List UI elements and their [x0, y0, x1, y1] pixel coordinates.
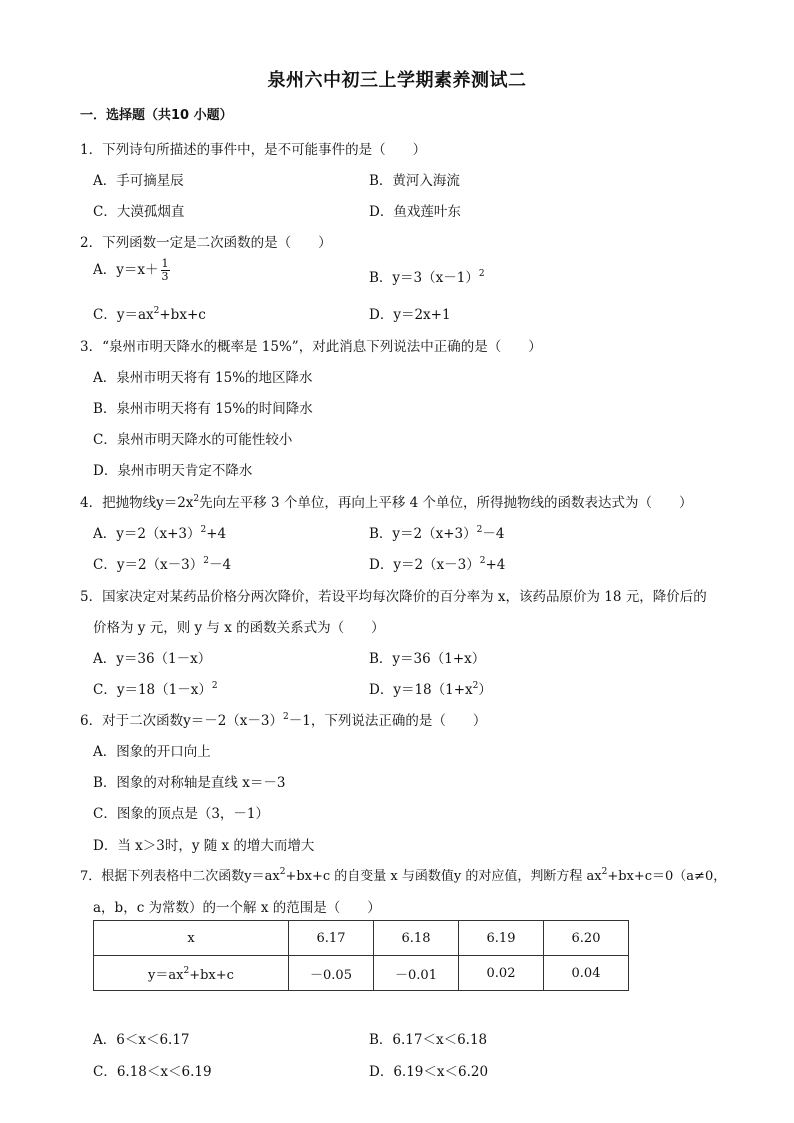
question-4-option-b [369, 522, 504, 542]
table-cell: －0.01 [374, 956, 459, 991]
formula-text: A．y＝2（x+3） [93, 526, 201, 542]
question-7-option-a: A．6＜x＜6.17 [93, 1032, 190, 1048]
question-5-stem-line-2: 价格为 y 元，则 y 与 x 的函数关系式为（ ） [93, 620, 385, 636]
question-7-stem-line-1 [80, 865, 726, 884]
question-5-option-b: B．y＝36（1+x） [369, 651, 486, 667]
stem-text: －1，下列说法正确的是（ ） [288, 713, 487, 729]
table-cell: 6.19 [459, 921, 544, 956]
formula-text: y＝2x+1 [393, 307, 451, 323]
formula-text: －4 [482, 526, 505, 542]
option-letter: D． [369, 307, 394, 323]
exponent: 2 [601, 867, 608, 877]
exponent: 2 [283, 712, 289, 722]
formula-text: y＝ax [116, 307, 154, 323]
question-3-stem: 3．“泉州市明天降水的概率是 15%”，对此消息下列说法中正确的是（ ） [80, 339, 542, 355]
question-2-option-b [369, 266, 485, 286]
question-1-option-b: B．黄河入海流 [369, 173, 460, 189]
table-row [94, 921, 629, 956]
exponent: 2 [476, 525, 483, 535]
exponent: 2 [211, 681, 218, 691]
question-4-option-d [369, 553, 505, 573]
table-cell: 6.17 [289, 921, 374, 956]
table-cell: －0.05 [289, 956, 374, 991]
table-cell: 6.20 [544, 921, 629, 956]
denominator: 3 [161, 270, 169, 283]
table-row [94, 956, 629, 991]
exponent: 2 [279, 867, 286, 877]
exponent: 2 [203, 556, 209, 566]
exponent: 2 [478, 269, 485, 279]
question-1-option-d: D．鱼戏莲叶东 [369, 204, 461, 220]
stem-text: 6．对于二次函数y＝－2（x－3） [80, 713, 284, 729]
stem-text: 4．把抛物线y＝2x [80, 495, 194, 511]
table-cell: 0.02 [459, 956, 544, 991]
question-1-option-c: C．大漠孤烟直 [93, 204, 185, 220]
exponent: 2 [193, 494, 200, 504]
formula-text: +4 [206, 526, 227, 542]
fraction [161, 258, 170, 283]
formula-text: C．y＝18（1－x） [93, 682, 212, 698]
question-3-option-c: C．泉州市明天降水的可能性较小 [93, 432, 293, 448]
question-7-option-c: C．6.18＜x＜6.19 [93, 1064, 212, 1080]
table-cell [94, 956, 289, 991]
table-cell: x [94, 921, 289, 956]
question-1-stem: 1．下列诗句所描述的事件中，是不可能事件的是（ ） [80, 142, 427, 158]
question-6-stem [80, 709, 486, 729]
stem-text: 先向左平移 3 个单位，再向上平移 4 个单位，所得抛物线的函数表达式为（ ） [199, 495, 693, 511]
section-heading: 一．选择题（共10 小题） [80, 108, 233, 123]
exponent: 2 [183, 965, 190, 976]
question-6-option-b: B．图象的对称轴是直线 x＝－3 [93, 775, 286, 791]
formula-text: D．y＝18（1+x [369, 682, 473, 698]
exponent: 2 [200, 525, 207, 535]
option-letter: B． [369, 270, 393, 286]
question-4-option-a [93, 522, 226, 542]
formula-text: +bx+c [159, 307, 206, 323]
question-2-stem: 2．下列函数一定是二次函数的是（ ） [80, 235, 332, 251]
numerator: 1 [161, 257, 169, 270]
formula-text: +bx+c [189, 967, 234, 983]
question-1-option-a: A．手可摘星辰 [93, 173, 184, 189]
question-5-option-a: A．y＝36（1－x） [93, 651, 212, 667]
exponent: 2 [479, 556, 486, 566]
question-3-option-a: A．泉州市明天将有 15%的地区降水 [93, 370, 313, 386]
question-6-option-c: C．图象的顶点是（3，－1） [93, 806, 270, 822]
formula-text: y＝ax [148, 967, 184, 983]
option-letter: A． [93, 262, 117, 278]
question-6-option-a: A．图象的开口向上 [93, 744, 211, 760]
formula-text: +4 [485, 557, 506, 573]
question-5-stem-line-1: 5．国家决定对某药品价格分两次降价，若设平均每次降价的百分率为 x，该药品原价为 18 元，降价后的 [80, 589, 707, 605]
table-cell: 0.04 [544, 956, 629, 991]
formula-text: y＝x＋ [116, 262, 159, 278]
formula-text: B．y＝2（x+3） [369, 526, 477, 542]
page-title: 泉州六中初三上学期素养测试二 [267, 70, 527, 91]
stem-text: 7．根据下列表格中二次函数y＝ax [80, 869, 280, 884]
question-4-stem [80, 491, 693, 511]
stem-text: +bx+c＝0（a≠0， [607, 869, 727, 884]
table-cell: 6.18 [374, 921, 459, 956]
question-5-option-d [369, 678, 492, 698]
question-3-option-b: B．泉州市明天将有 15%的时间降水 [93, 401, 313, 417]
question-2-option-c [93, 303, 206, 323]
question-5-option-c [93, 678, 218, 698]
stem-text: +bx+c 的自变量 x 与函数值y 的对应值，判断方程 ax [285, 869, 602, 884]
formula-text: D．y＝2（x－3） [369, 557, 480, 573]
formula-text: C．y＝2（x－3） [93, 557, 204, 573]
exponent: 2 [472, 681, 479, 691]
question-4-option-c [93, 553, 231, 573]
formula-text: ） [478, 682, 492, 698]
option-letter: C． [93, 307, 117, 323]
question-7-option-b: B．6.17＜x＜6.18 [369, 1032, 488, 1048]
question-7-stem-line-2: a，b，c 为常数）的一个解 x 的范围是（ ） [93, 900, 381, 916]
value-table [93, 920, 629, 991]
formula-text: －4 [208, 557, 232, 573]
question-2-option-a [93, 258, 170, 283]
exponent: 2 [153, 306, 160, 316]
question-6-option-d: D．当 x＞3时，y 随 x 的增大而增大 [93, 838, 315, 854]
question-7-option-d: D．6.19＜x＜6.20 [369, 1064, 489, 1080]
question-3-option-d: D．泉州市明天肯定不降水 [93, 463, 253, 479]
formula-text: y＝3（x－1） [392, 270, 479, 286]
question-2-option-d [369, 303, 451, 323]
